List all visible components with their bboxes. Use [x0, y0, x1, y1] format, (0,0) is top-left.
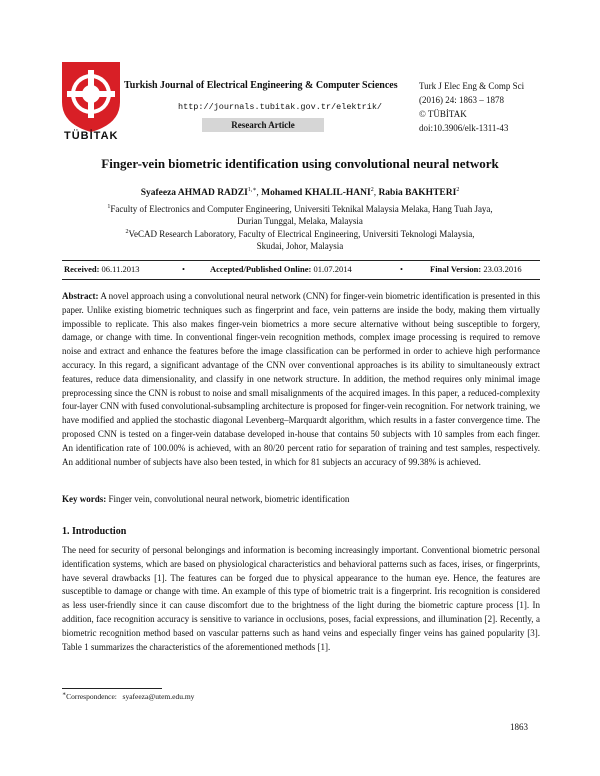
received-label: Received: [64, 264, 100, 274]
accepted-label: Accepted/Published Online: [210, 264, 312, 274]
author-name: Syafeeza AHMAD RADZI [140, 188, 248, 198]
paper-title: Finger-vein biometric identification using convolutional neural network [101, 156, 499, 171]
accepted-date: 01.07.2014 [313, 264, 352, 274]
affiliation-line: Faculty of Electronics and Computer Engineering, Universiti Teknikal Malaysia Melaka, Hang Tuah Jaya, [110, 204, 493, 214]
footnote-rule [62, 688, 162, 689]
keywords [62, 493, 540, 507]
affiliation-line: Skudai, Johor, Malaysia [256, 241, 344, 251]
affiliation-sup: 2 [125, 229, 129, 235]
copyright: © TÜBİTAK [419, 109, 467, 119]
correspondence-email[interactable]: syafeeza@utem.edu.my [122, 692, 195, 701]
page-number: 1863 [510, 722, 528, 732]
final-date: 23.03.2016 [483, 264, 522, 274]
author-sup: 2 [370, 186, 374, 193]
tubitak-logo [62, 62, 120, 132]
dates-bar [62, 264, 540, 278]
publisher-logo-text: TÜBİTAK [64, 130, 119, 142]
volume-pages: (2016) 24: 1863 – 1878 [419, 95, 504, 105]
footnote-marker: ∗ [62, 691, 67, 698]
article-type-badge: Research Article [202, 118, 324, 132]
journal-name: Turkish Journal of Electrical Engineering & Computer Sciences [124, 80, 398, 91]
citation: Turk J Elec Eng & Comp Sci [419, 81, 525, 91]
footnote [62, 692, 194, 701]
abstract-label: Abstract: [62, 291, 99, 301]
journal-url[interactable]: http://journals.tubitak.gov.tr/elektrik/ [178, 102, 383, 112]
section-heading: 1. Introduction [62, 526, 127, 537]
affiliation-1 [0, 203, 600, 227]
author-list: Syafeeza AHMAD $RADZI^{1,∗}$, Mohamed KHALIL-HANI$^2$, Rabia BAKHTERI$^2$ [140, 186, 460, 198]
author-sup: 1,∗ [247, 186, 257, 193]
bullet-separator: • [400, 264, 403, 274]
affiliation-line: Durian Tunggal, Melaka, Malaysia [237, 216, 363, 226]
bottom-rule [62, 279, 540, 280]
author-sup: 2 [456, 186, 460, 193]
author-name: Mohamed KHALIL-HANI [261, 188, 371, 198]
footnote-label: Correspondence: [66, 692, 117, 701]
affiliation-2 [0, 228, 600, 252]
final-label: Final Version: [430, 264, 482, 274]
affiliation-sup: 1 [107, 204, 111, 210]
doi[interactable]: doi:10.3906/elk-1311-43 [419, 123, 509, 133]
received-date: 06.11.2013 [101, 264, 140, 274]
keywords-text: Finger vein, convolutional neural network, biometric identification [108, 494, 350, 504]
abstract-text: A novel approach using a convolutional neural network (CNN) for finger-vein biometric identification is presented in this paper. Unlike existing biometric techniques such as fingerprint and face, vein patterns are inside the body, making them virtually impossible to replicate. This also makes finger-vein biometrics a more secure alternative without being susceptible to forgery, damage, or change with time. In conventional finger-vein recognition methods, complex image processing is required to remove noise and extract and enhance the features before the image classification can be performed in order to achieve high performance accuracy. In this regard, a significant advantage of the CNN over conventional approaches is its ability to simultaneously extract features, reduce data dimensionality, and classify in one network structure. In addition, the method requires only minimal image preprocessing since the CNN is robust to noise and small misalignments of the acquired images. In this paper, a reduced-complexity four-layer CNN with fused convolutional-subsampling architecture is proposed for finger-vein recognition. For network training, we have modified and applied the stochastic diagonal Levenberg–Marquardt algorithm, which results in a faster convergence time. The proposed CNN is tested on a finger-vein database developed in-house that contains 50 subjects with 10 samples from each finger. An identification rate of 100.00% is achieved, with an 80/20 percent ratio for separation of training and test samples, respectively. An additional number of subjects have also been tested, in which for 81 subjects an accuracy of 99.38% is achieved. [62, 291, 540, 467]
author-name: Rabia BAKHTERI [378, 188, 457, 198]
bullet-separator: • [182, 264, 185, 274]
affiliation-line: VeCAD Research Laboratory, Faculty of Electrical Engineering, Universiti Teknologi Malaysia, [128, 229, 475, 239]
abstract [62, 290, 540, 469]
keywords-label: Key words: [62, 494, 107, 504]
introduction-paragraph: The need for security of personal belongings and information is becoming increasingly important. Conventional biometric personal identification systems, which are based on physiological characteristics and behavioral patterns such as faces, irises, or fingerprints, have several drawbacks [1]. The features can be forged due to physical appearance to the human eye. Hence, the features are susceptible to damage or change with time. An example of this type of biometric trait is a fingerprint. Iris recognition is considered as less user-friendly since it can cause discomfort due to the brightness of the light during the biometric capture process [1]. In addition, face recognition accuracy is sensitive to variance in occlusions, poses, facial expressions, and illumination [2]. Recently, a biometric recognition method based on vascular patterns such as hand veins and especially finger veins has gained popularity [3]. Table 1 summarizes the characteristics of the aforementioned methods [1]. [62, 545, 540, 652]
top-rule [62, 260, 540, 261]
